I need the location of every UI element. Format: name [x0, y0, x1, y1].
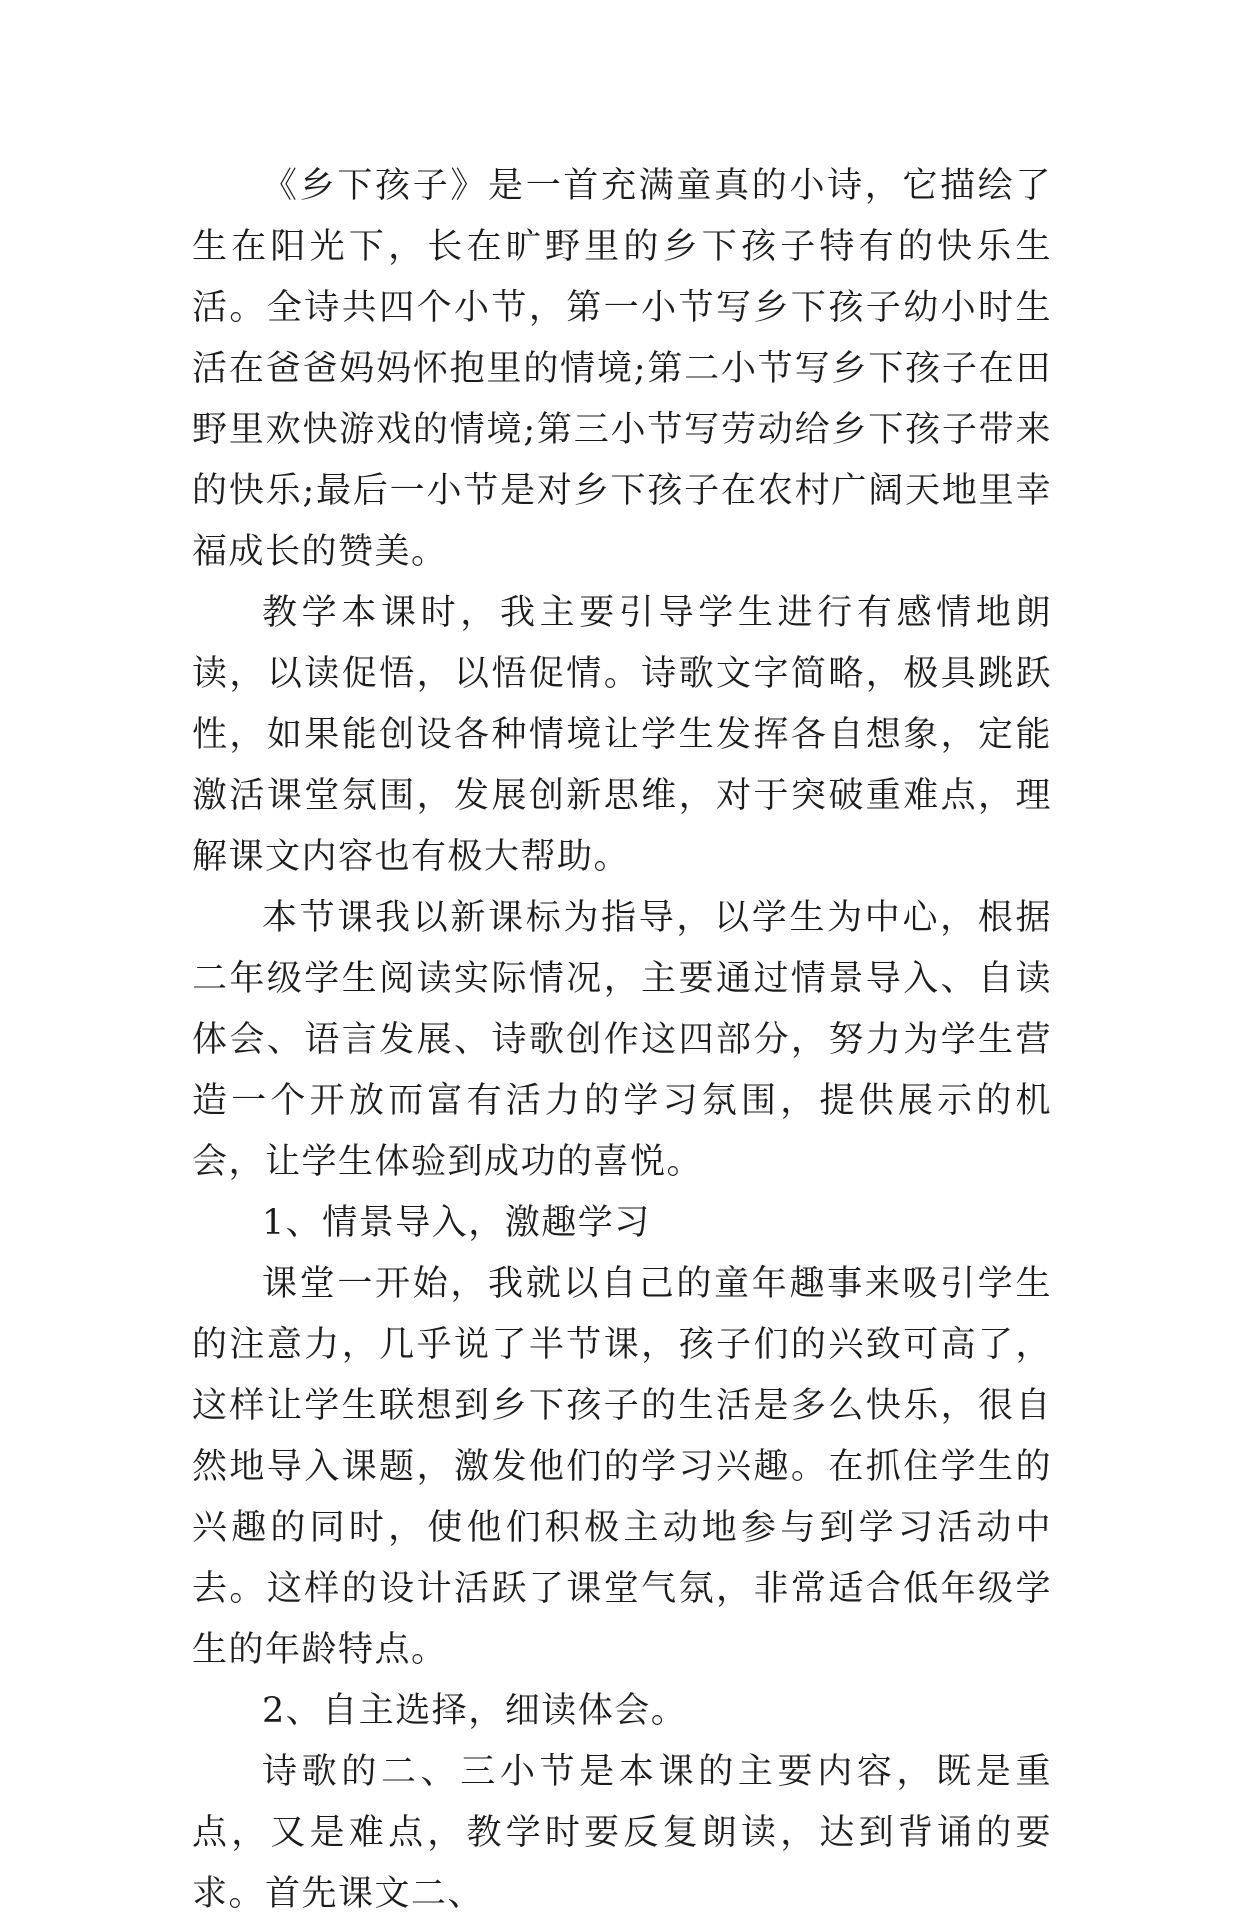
section-heading-1: 1、情景导入，激趣学习 — [262, 1203, 651, 1243]
paragraph-lesson-design: 本节课我以新课标为指导，以学生为中心，根据二年级学生阅读实际情况，主要通过情景导入、自读体会、语言发展、诗歌创作这四部分，努力为学生营造一个开放而富有活力的学习氛围，提供展示的机会，让学生体验到成功的喜悦。 — [192, 898, 1052, 1182]
paragraph-section-2: 诗歌的二、三小节是本课的主要内容，既是重点，又是难点，教学时要反复朗读，达到背诵的要求。首先课文二、 — [192, 1752, 1052, 1914]
paragraph-section-1: 课堂一开始，我就以自己的童年趣事来吸引学生的注意力，几乎说了半节课，孩子们的兴致可高了，这样让学生联想到乡下孩子的生活是多么快乐，很自然地导入课题，激发他们的学习兴趣。在抓住学生的兴趣的同时，使他们积极主动地参与到学习活动中去。这样的设计活跃了课堂气氛，非常适合低年级学生的年龄特点。 — [192, 1264, 1052, 1670]
section-heading-2: 2、自主选择，细读体会。 — [262, 1691, 688, 1731]
document-body — [192, 156, 1052, 1925]
paragraph-teaching-approach: 教学本课时，我主要引导学生进行有感情地朗读，以读促悟，以悟促情。诗歌文字简略，极具跳跃性，如果能创设各种情境让学生发挥各自想象，定能激活课堂氛围，发展创新思维，对于突破重难点，理解课文内容也有极大帮助。 — [192, 593, 1052, 877]
paragraph-intro: 《乡下孩子》是一首充满童真的小诗，它描绘了生在阳光下，长在旷野里的乡下孩子特有的快乐生活。全诗共四个小节，第一小节写乡下孩子幼小时生活在爸爸妈妈怀抱里的情境;第二小节写乡下孩子在田野里欢快游戏的情境;第三小节写劳动给乡下孩子带来的快乐;最后一小节是对乡下孩子在农村广阔天地里幸福成长的赞美。 — [192, 166, 1052, 572]
